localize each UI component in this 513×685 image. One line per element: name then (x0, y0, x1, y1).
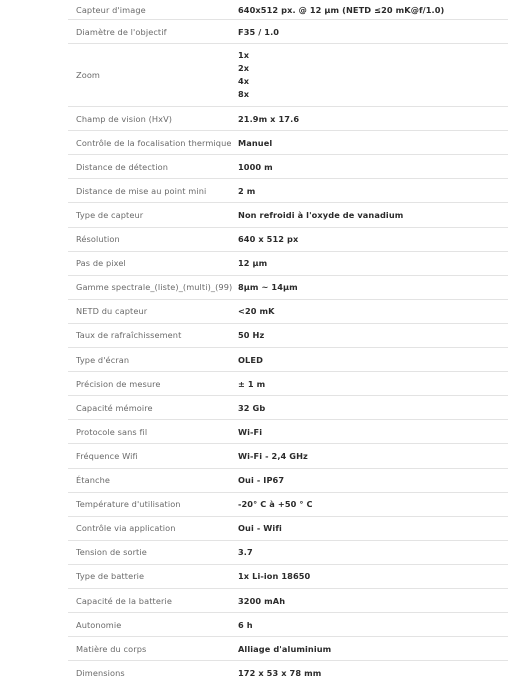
spec-value: OLED (238, 354, 263, 365)
spec-row-lens-diameter (68, 20, 508, 44)
spec-label: Contrôle de la focalisation thermique (76, 137, 232, 148)
zoom-level: 8x (238, 89, 250, 100)
spec-row-battery-type (68, 565, 508, 589)
zoom-level: 4x (238, 76, 250, 87)
spec-label: Gamme spectrale_(liste)_(multi)_(99) (76, 282, 233, 293)
spec-label: Capacité mémoire (76, 402, 153, 413)
spec-label: Température d'utilisation (76, 499, 181, 510)
spec-value: 1000 m (238, 161, 273, 172)
spec-label: Autonomie (76, 619, 122, 630)
spec-row-body-material (68, 637, 508, 661)
spec-value: 50 Hz (238, 330, 265, 341)
spec-value: 640x512 px. @ 12 µm (NETD ≤20 mK@f/1.0) (238, 4, 445, 15)
spec-row-dimensions (68, 661, 508, 685)
zoom-level: 2x (238, 63, 250, 74)
spec-row-zoom (68, 44, 508, 107)
spec-row-refresh-rate (68, 324, 508, 348)
spec-value: <20 mK (238, 306, 275, 317)
spec-value: Non refroidi à l'oxyde de vanadium (238, 210, 404, 221)
spec-label: Pas de pixel (76, 258, 126, 269)
spec-row-app-control (68, 517, 508, 541)
spec-label: Tension de sortie (76, 547, 147, 558)
spec-value: Alliage d'aluminium (238, 643, 332, 654)
spec-label: Étanche (76, 475, 111, 486)
spec-value: -20° C à +50 ° C (238, 499, 313, 510)
spec-label: Zoom (76, 70, 101, 81)
spec-row-operating-temperature (68, 493, 508, 517)
spec-row-waterproof (68, 469, 508, 493)
spec-row-battery-capacity (68, 589, 508, 613)
spec-value: 6 h (238, 619, 253, 630)
zoom-level: 1x (238, 50, 250, 61)
spec-value: Oui - Wifi (238, 523, 282, 534)
spec-row-wireless-protocol (68, 420, 508, 444)
spec-value: 172 x 53 x 78 mm (238, 668, 322, 679)
spec-row-spectral-range (68, 276, 508, 300)
spec-row-pixel-pitch (68, 252, 508, 276)
spec-label: Type d'écran (76, 354, 130, 365)
spec-row-screen-type (68, 348, 508, 372)
spec-label: Type de capteur (76, 210, 144, 221)
spec-value: 8µm ~ 14µm (238, 282, 298, 293)
spec-label: Dimensions (76, 668, 125, 679)
spec-row-netd (68, 300, 508, 324)
spec-label: Résolution (76, 234, 120, 245)
spec-value: 32 Gb (238, 402, 266, 413)
spec-value: 3200 mAh (238, 595, 286, 606)
spec-row-resolution (68, 228, 508, 252)
spec-label: Type de batterie (76, 571, 145, 582)
spec-row-image-sensor (68, 0, 508, 20)
spec-row-field-of-view (68, 107, 508, 131)
spec-value: 21.9m x 17.6 (238, 113, 300, 124)
spec-row-output-voltage (68, 541, 508, 565)
spec-row-memory-capacity (68, 396, 508, 420)
spec-label: Distance de mise au point mini (76, 185, 207, 196)
spec-label: Matière du corps (76, 643, 147, 654)
spec-value: 1x Li-ion 18650 (238, 571, 311, 582)
spec-label: Précision de mesure (76, 378, 161, 389)
spec-value: 3.7 (238, 547, 253, 558)
spec-value: 640 x 512 px (238, 234, 299, 245)
spec-label: Capteur d'image (76, 4, 146, 15)
spec-label: Distance de détection (76, 161, 169, 172)
spec-value: 12 µm (238, 258, 268, 269)
specifications-table (68, 0, 508, 685)
spec-value: Manuel (238, 137, 273, 148)
spec-label: Contrôle via application (76, 523, 176, 534)
spec-value-list (236, 49, 508, 101)
spec-value: Oui - IP67 (238, 475, 285, 486)
spec-row-battery-life (68, 613, 508, 637)
spec-label: NETD du capteur (76, 306, 148, 317)
spec-row-min-focus-distance (68, 179, 508, 203)
spec-label: Champ de vision (HxV) (76, 113, 173, 124)
spec-row-detection-distance (68, 155, 508, 179)
spec-value: ± 1 m (238, 378, 266, 389)
spec-row-measurement-accuracy (68, 372, 508, 396)
spec-label: Protocole sans fil (76, 426, 148, 437)
spec-row-sensor-type (68, 203, 508, 227)
spec-label: Fréquence Wifi (76, 450, 138, 461)
spec-label: Capacité de la batterie (76, 595, 172, 606)
spec-row-focus-control (68, 131, 508, 155)
spec-value: F35 / 1.0 (238, 26, 280, 37)
spec-value: Wi-Fi (238, 426, 263, 437)
spec-label: Taux de rafraîchissement (76, 330, 182, 341)
spec-row-wifi-frequency (68, 444, 508, 468)
spec-label: Diamètre de l'objectif (76, 26, 167, 37)
spec-value: Wi-Fi - 2,4 GHz (238, 450, 308, 461)
spec-value: 2 m (238, 185, 256, 196)
